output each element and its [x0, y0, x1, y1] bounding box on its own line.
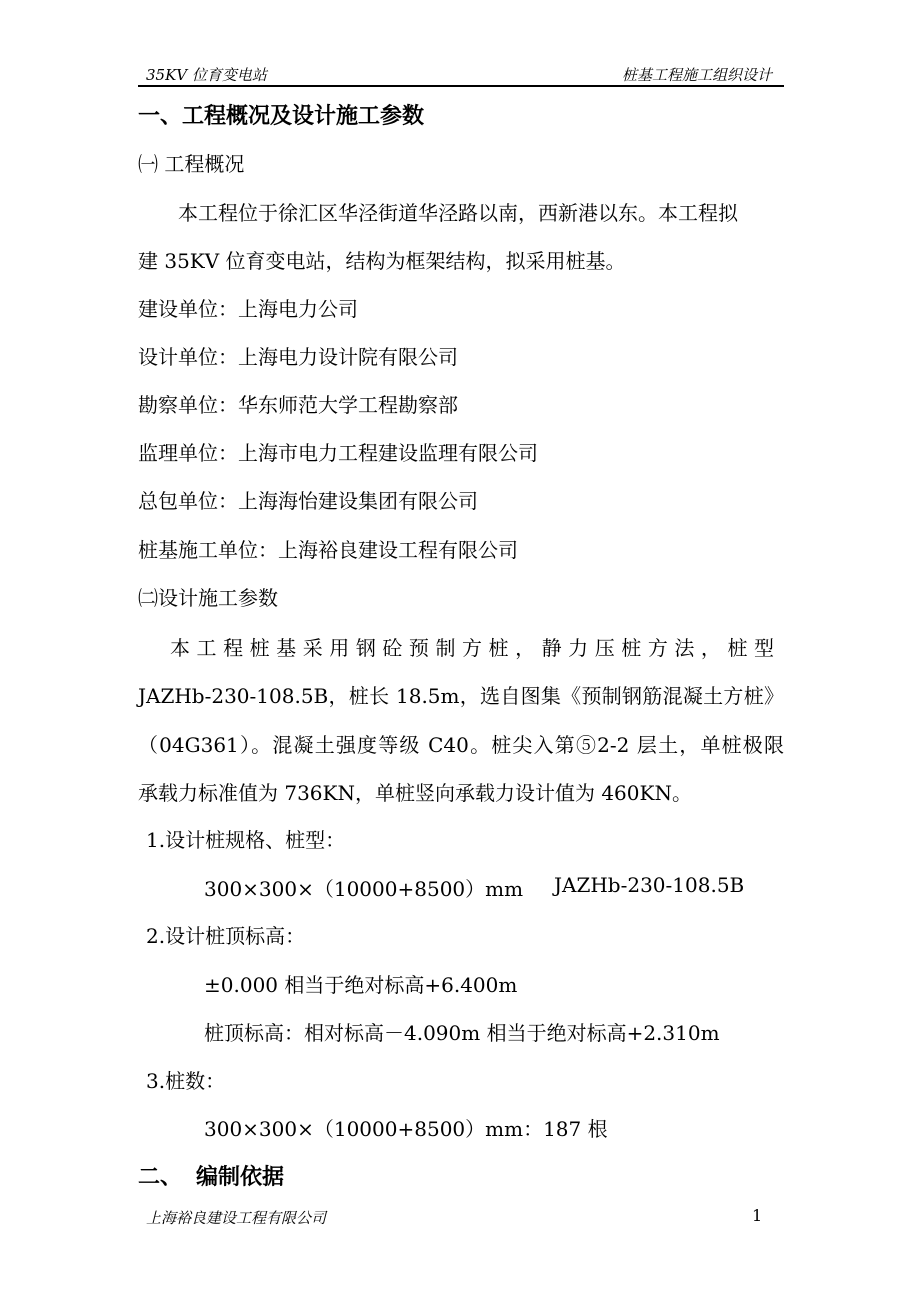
overview-line-1: 本工程位于徐汇区华泾街道华泾路以南，西新港以东。本工程拟 — [178, 201, 738, 225]
item3-line-1: 300×300×（10000+8500）mm：187 根 — [204, 1117, 608, 1141]
params-heading: ㈡设计施工参数 — [138, 586, 278, 610]
section2-title: 编制依据 — [196, 1165, 285, 1190]
params-line-4: 承载力标准值为 736KN，单桩竖向承载力设计值为 460KN。 — [138, 781, 692, 805]
header-left: 35KV 位育变电站 — [146, 66, 267, 84]
params-line-2: JAZHb-230-108.5B，桩长 18.5m，选自图集《预制钢筋混凝土方桩》 — [138, 684, 784, 708]
params-line-1: 本工程桩基采用钢砼预制方桩，静力压桩方法，桩型 — [170, 636, 774, 660]
item1-title: 1.设计桩规格、桩型： — [146, 828, 346, 852]
item1-spec: 300×300×（10000+8500）mm — [204, 877, 524, 901]
unit-supervision: 监理单位：上海市电力工程建设监理有限公司 — [138, 441, 538, 465]
item3-title: 3.桩数： — [146, 1069, 226, 1093]
unit-survey: 勘察单位：华东师范大学工程勘察部 — [138, 393, 458, 417]
header-divider — [138, 85, 784, 87]
item2-title: 2.设计桩顶标高： — [146, 924, 306, 948]
item2-line-1: ±0.000 相当于绝对标高+6.400m — [204, 973, 518, 997]
page-number: 1 — [752, 1206, 763, 1225]
params-line-3: （04G361）。混凝土强度等级 C40。桩尖入第⑤2-2 层土，单桩极限 — [138, 733, 784, 757]
footer-company: 上海裕良建设工程有限公司 — [146, 1209, 327, 1227]
section2-number: 二、 — [138, 1165, 183, 1190]
overview-line-2: 建 35KV 位育变电站，结构为框架结构，拟采用桩基。 — [138, 249, 626, 273]
item2-line-2: 桩顶标高：相对标高－4.090m 相当于绝对标高+2.310m — [204, 1021, 720, 1045]
section1-heading: 一、工程概况及设计施工参数 — [138, 104, 425, 129]
overview-heading: ㈠ 工程概况 — [138, 152, 245, 176]
unit-pile-contractor: 桩基施工单位：上海裕良建设工程有限公司 — [138, 538, 518, 562]
unit-construction: 建设单位：上海电力公司 — [138, 297, 358, 321]
item1-type: JAZHb-230-108.5B — [554, 873, 745, 897]
unit-general-contractor: 总包单位：上海海怡建设集团有限公司 — [138, 489, 478, 513]
unit-design: 设计单位：上海电力设计院有限公司 — [138, 345, 458, 369]
header-right: 桩基工程施工组织设计 — [622, 66, 773, 84]
